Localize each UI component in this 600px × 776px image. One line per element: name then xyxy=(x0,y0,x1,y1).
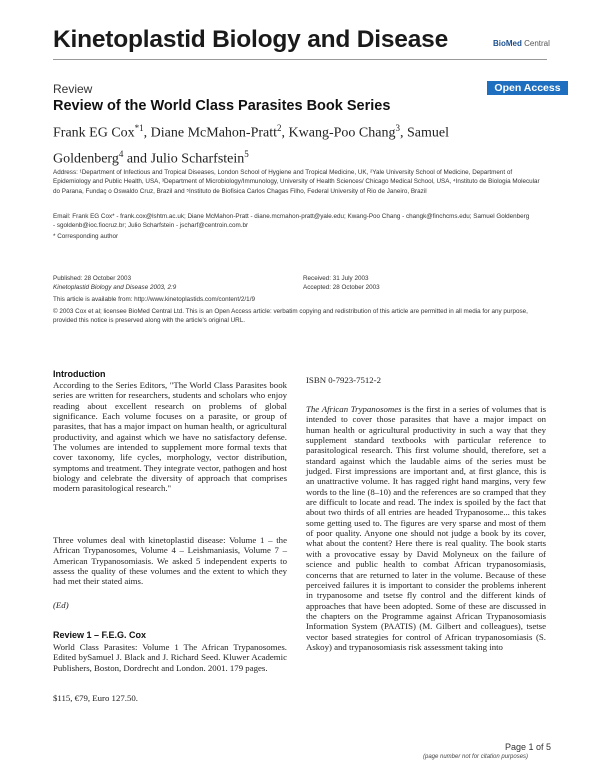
author-affiliation-marker: *1 xyxy=(134,123,144,133)
author-separator: , xyxy=(399,125,407,141)
journal-title: Kinetoplastid Biology and Disease xyxy=(53,26,449,53)
publisher-logo-light: Central xyxy=(521,39,550,48)
author-separator: , xyxy=(143,125,151,141)
author-affiliation-marker: 2 xyxy=(277,123,282,133)
author-separator: and xyxy=(123,151,151,167)
book-price: $115, €79, Euro 127.50. xyxy=(53,693,138,703)
open-access-badge: Open Access xyxy=(487,81,568,95)
page-number-note: (page number not for citation purposes) xyxy=(423,754,529,760)
author-name: Diane McMahon-Pratt xyxy=(150,125,278,141)
book-title-italic: The African Trypanosomes xyxy=(306,404,402,414)
author-list xyxy=(53,118,483,169)
author-affiliation-marker: 3 xyxy=(395,123,400,133)
author-name: Frank EG Cox xyxy=(53,125,135,141)
copyright-notice: © 2003 Cox et al; licensee BioMed Central Ltd. This is an Open Access article: verbatim copying and redistribution of this article are permitted in all media for any purpose, provided this notice is preserved along with the article's original URL. xyxy=(53,308,528,325)
isbn: ISBN 0-7923-7512-2 xyxy=(306,375,382,385)
received-date: Received: 31 July 2003 xyxy=(303,275,369,282)
header-rule xyxy=(53,59,547,60)
publisher-logo-bold: BioMed xyxy=(493,39,522,48)
article-type: Review xyxy=(53,82,93,96)
article-title: Review of the World Class Parasites Book Series xyxy=(53,98,391,114)
published-date: Published: 28 October 2003 xyxy=(53,275,132,282)
author-affiliation-marker: 5 xyxy=(244,148,249,159)
author-separator: , xyxy=(281,125,289,141)
intro-paragraph-2: Three volumes deal with kinetoplastid disease: Volume 1 – the African Trypanosomes, Volume 4 – Leishmaniasis, Volume 7 – American Trypanosomiasis. We asked 5 independent experts to assess the quality of these volumes and the extent to which they had met their stated aims. xyxy=(53,535,287,587)
publisher-logo xyxy=(493,39,550,48)
article-url[interactable]: This article is available from: http://www.kinetoplastids.com/content/2/1/9 xyxy=(53,296,255,303)
author-affiliation-marker: 4 xyxy=(118,148,124,159)
intro-paragraph-1: According to the Series Editors, "The World Class Parasites book series are written for researchers, students and scholars who enjoy reading about excellent research on problems of global significance. Each volume focuses on a parasite, or group of parasites, that has a major impact on human health, or agricultural productivity, and against which we have no satisfactory defense. The volumes are intended to supplement more formal texts that cover taxonomy, life cycles, morphology, vector distribution, symptoms and treatment. They integrate vector, pathogen and host biology and celebrate the diversity of approach that comprises modern parasitological research." xyxy=(53,380,288,494)
book-citation: World Class Parasites: Volume 1 The African Trypanosomes. Edited bySamuel J. Black and J. Richard Seed. Kluwer Academic Publishers, Boston, Dordrecht and London. 2001. 179 pages. xyxy=(53,642,287,673)
introduction-heading: Introduction xyxy=(53,369,106,379)
author-addresses: Address: ¹Department of Infectious and Tropical Diseases, London School of Hygiene and Tropical Medicine, UK, ²Yale University School of Medicine, Department of Epidemiology and Public Health, USA, ³Department of Microbiology/Immunology, University of Health Sciences/ Chicago Medical School, USA, ⁴Instituto de Biologia Molecular do Parana, Fundaç o Oswaldo Cruz, Brazil and ⁵Instituto de Biofisica Carlos Chagas Filho, Federal University of Rio de Janeiro, Brazil xyxy=(53,169,540,195)
author-name: Julio Scharfstein xyxy=(150,151,245,167)
review-paragraph xyxy=(306,404,546,652)
review-heading: Review 1 – F.E.G. Cox xyxy=(53,630,147,640)
review-paragraph-text: is the first in a series of volumes that is intended to cover those parasites that have a major impact on human health or agricultural productivity in such a way that they supplement standard textbooks with particular reference to parasitological research. This first volume should, therefore, set a standard against which the laudable aims of the series must be judged. First impressions are important and, at first glance, this is an unattractive volume. It has ragged right hand margins, very few words to the line (8–10) and the references are so cramped that they are difficult to locate and read. The index is spoiled by the fact that about two thirds of all entries are headed Trypanosome... this takes some getting used to. The figures are very sparse and most of them of poor quality. Anyone one should not judge a book by its cover, what about the content? Here there is real quality. The book starts with a provocative essay by David Molyneux on the failure of science and public health to combat African trypanosomiasis, concerns that are returned to later in the volume. Because of these perceived failures it is important to consider the problems inherent in trypanosome and tsetse fly control and the different kinds of approaches that have been adopted. Some of these are discussed in the chapters on the Programme against African Trypanosomiasis Information System (PAATIS) (M. Gilbert and colleagues), tsetse vector based strategies for control of African trypanosomiasis (S. Askoy) and trypanosomiasis risk assessment taking into xyxy=(306,404,547,652)
accepted-date: Accepted: 28 October 2003 xyxy=(303,284,380,291)
author-name: Kwang-Poo Chang xyxy=(288,125,396,141)
citation: Kinetoplastid Biology and Disease 2003, 2:9 xyxy=(53,284,177,291)
author-emails: Email: Frank EG Cox* - frank.cox@lshtm.ac.uk; Diane McMahon-Pratt - diane.mcmahon-pratt@yale.edu; Kwang-Poo Chang - changk@finchcms.edu; Samuel Goldenberg - sgoldenb@ioc.fiocruz.br; Julio Scharfstein - jscharf@centroin.com.br xyxy=(53,213,530,230)
editor-note: (Ed) xyxy=(53,600,69,610)
corresponding-author-note: * Corresponding author xyxy=(53,233,119,240)
author-name: Samuel Goldenberg xyxy=(53,125,449,167)
page-number: Page 1 of 5 xyxy=(505,742,552,752)
